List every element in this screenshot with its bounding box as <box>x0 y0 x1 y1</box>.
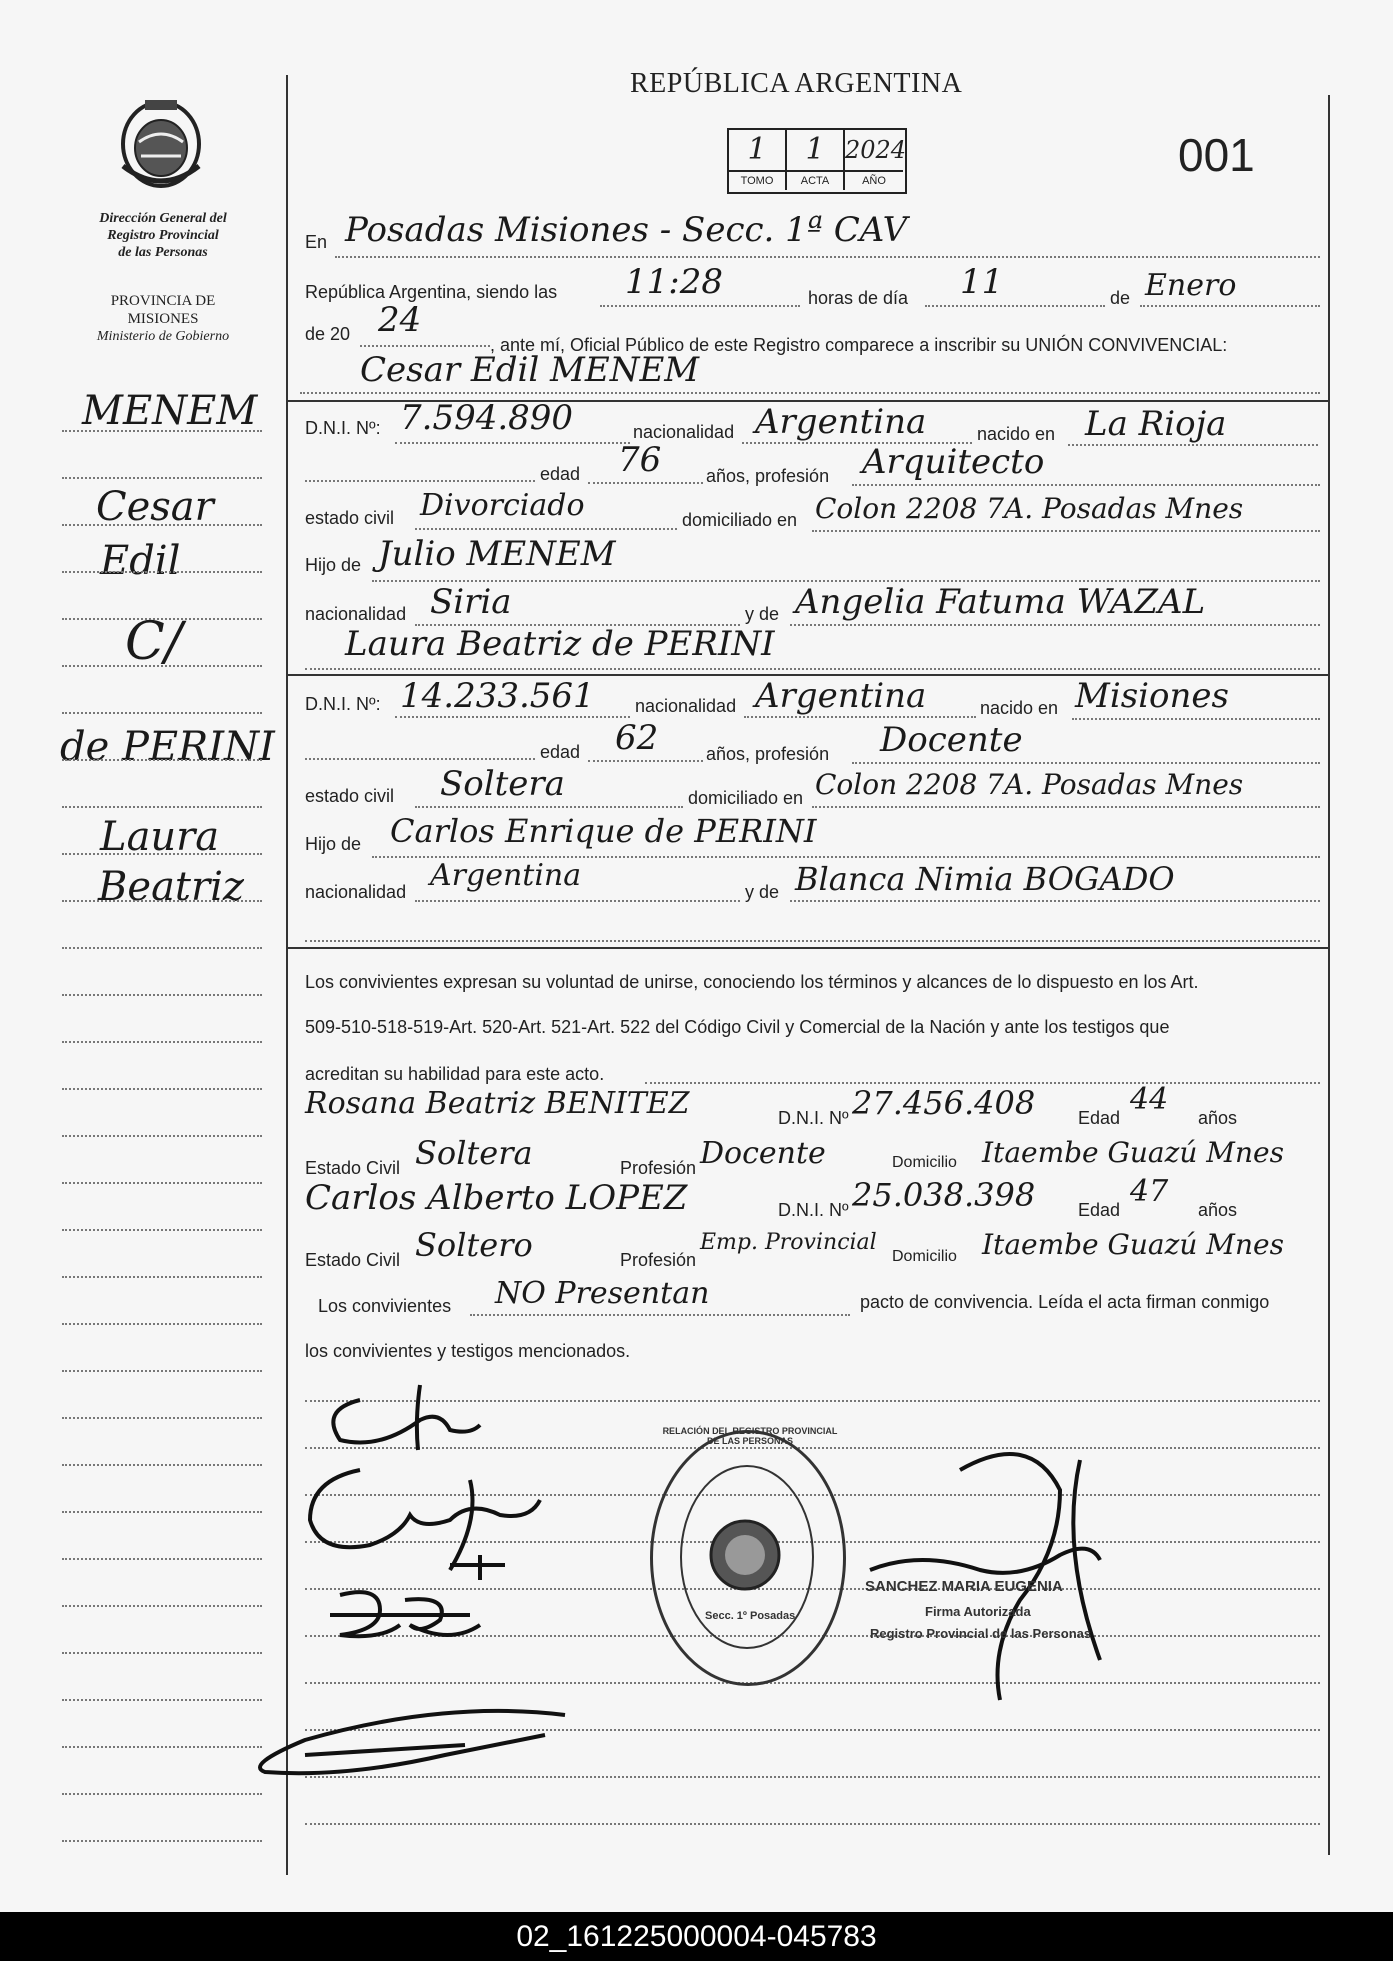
sidebar-rule <box>62 853 262 855</box>
section-divider <box>286 947 1330 949</box>
w1-prof-label: Profesión <box>620 1158 697 1178</box>
p1-dni-label: D.N.I. Nº: <box>305 418 381 438</box>
p2-hijo-label: Hijo de <box>305 834 362 854</box>
coat-of-arms-icon <box>115 96 207 192</box>
sidebar-surname-1: MENEM <box>82 388 258 434</box>
p2-edad-label: edad <box>540 742 581 762</box>
p2-prof-label: años, profesión <box>706 744 830 764</box>
p1-edad: 76 <box>618 440 662 480</box>
sidebar-rule <box>62 571 262 573</box>
tomo-label: TOMO <box>729 170 787 190</box>
sidebar-firstname-1: Cesar <box>96 484 214 530</box>
p2-padre-nac: Argentina <box>430 858 582 893</box>
dotline <box>1068 444 1318 446</box>
dotline <box>790 624 1320 626</box>
sidebar-rule <box>62 947 262 949</box>
officer-signature-icon <box>860 1430 1140 1710</box>
w2-edad: 47 <box>1130 1174 1169 1209</box>
sidebar-rule <box>62 1840 262 1842</box>
sidebar-rule <box>62 1464 262 1466</box>
w2-dni-label: D.N.I. Nº <box>778 1200 849 1220</box>
tomo-value: 1 <box>729 130 787 170</box>
dotline <box>790 900 1320 902</box>
p1-civil-label: estado civil <box>305 508 395 528</box>
acta-label: ACTA <box>787 170 845 190</box>
body-line-1: Los convivientes expresan su voluntad de unirse, conociendo los términos y alcances de lo dispuesto en los Art. <box>305 972 1199 992</box>
sidebar-surname-2: de PERINI <box>60 724 275 770</box>
w1-anios-label: años <box>1198 1108 1238 1128</box>
p1-nac-label: nacionalidad <box>633 422 735 442</box>
sidebar-rule <box>62 1323 262 1325</box>
signature-rule <box>305 1823 1320 1825</box>
p2-yde-label: y de <box>745 882 780 902</box>
sidebar-rule <box>62 1511 262 1513</box>
sidebar-rule <box>62 806 262 808</box>
p1-prof-label: años, profesión <box>706 466 830 486</box>
p2-dni: 14.233.561 <box>400 676 595 716</box>
p1-madre: Angelia Fatuma WAZAL <box>795 582 1206 622</box>
person2-name: Laura Beatriz de PERINI <box>345 624 775 664</box>
place-value: Posadas Misiones - Secc. 1ª CAV <box>345 210 908 250</box>
org-name: Dirección General del Registro Provincial de las Personas <box>99 211 227 260</box>
left-margin-line <box>286 75 288 1875</box>
w1-dni-label: D.N.I. Nº <box>778 1108 849 1128</box>
dotline <box>305 940 1320 942</box>
closing-pacto: NO Presentan <box>495 1276 710 1311</box>
dotline <box>588 760 703 762</box>
w1-dom-label: Domicilio <box>892 1154 957 1171</box>
time-value: 11:28 <box>625 262 723 302</box>
dotline <box>925 305 1105 307</box>
anio-value: 2024 <box>845 136 907 164</box>
sidebar-rule <box>62 430 262 432</box>
right-margin-line <box>1328 95 1330 1855</box>
sidebar-rule <box>62 1793 262 1795</box>
sidebar-rule <box>62 618 262 620</box>
p2-nac-label: nacionalidad <box>635 696 737 716</box>
year-prefix: de 20 <box>305 324 351 344</box>
dotline <box>415 806 683 808</box>
p2-dni-label: D.N.I. Nº: <box>305 694 381 714</box>
p1-edad-label: edad <box>540 464 581 484</box>
en-label: En <box>305 232 328 252</box>
country-title: REPÚBLICA ARGENTINA <box>630 68 963 99</box>
sidebar-firstname-2: Laura <box>100 814 220 860</box>
dotline <box>415 900 740 902</box>
p2-padre: Carlos Enrique de PERINI <box>390 812 817 850</box>
dotline <box>600 305 800 307</box>
closing-pacto-text: pacto de convivencia. Leída el acta firman conmigo <box>860 1292 1270 1312</box>
p2-edad: 62 <box>615 718 659 758</box>
w2-dni: 25.038.398 <box>852 1176 1036 1214</box>
dotline <box>360 345 490 347</box>
sidebar-rule <box>62 1370 262 1372</box>
sidebar-rule <box>62 712 262 714</box>
p2-madre: Blanca Nimia BOGADO <box>795 860 1175 898</box>
dotline <box>1140 305 1320 307</box>
horas-label: horas de día <box>808 288 909 308</box>
sidebar-rule <box>62 477 262 479</box>
w1-civil-label: Estado Civil <box>305 1158 401 1178</box>
dotline <box>852 484 1320 486</box>
sidebar-rule <box>62 1088 262 1090</box>
sidebar-rule <box>62 1746 262 1748</box>
officer-office: Registro Provincial de las Personas <box>870 1626 1092 1641</box>
dotline <box>305 668 1320 670</box>
p1-padre-nac: Siria <box>430 582 512 622</box>
w2-estado-civil: Soltero <box>415 1226 533 1264</box>
sidebar-rule <box>62 1652 262 1654</box>
dotline <box>852 762 1320 764</box>
dotline <box>335 256 1320 258</box>
dotline <box>415 528 677 530</box>
w2-profesion: Emp. Provincial <box>700 1230 877 1255</box>
p1-nac2-label: nacionalidad <box>305 604 407 624</box>
sidebar-rule <box>62 1605 262 1607</box>
sidebar-rule <box>62 1041 262 1043</box>
p1-padre: Julio MENEM <box>378 534 616 574</box>
body-line-3: acreditan su habilidad para este acto. <box>305 1064 605 1084</box>
seal-ring-text: RELACIÓN DEL REGISTRO PROVINCIAL DE LAS PERSONAS <box>662 1426 838 1446</box>
ante-text: , ante mí, Oficial Público de este Registro comparece a inscribir su UNIÓN CONVIVENCIAL: <box>490 335 1228 355</box>
w1-edad-label: Edad <box>1078 1108 1121 1128</box>
w2-civil-label: Estado Civil <box>305 1250 401 1270</box>
sidebar-rule <box>62 1558 262 1560</box>
dotline <box>395 442 630 444</box>
p1-dom-label: domiciliado en <box>682 510 798 530</box>
signature-1-icon <box>300 1380 500 1460</box>
w1-domicilio: Itaembe Guazú Mnes <box>982 1136 1284 1169</box>
sidebar-secondname-1: Edil <box>100 538 181 584</box>
p2-profesion: Docente <box>880 720 1023 760</box>
dotline <box>395 716 630 718</box>
act-number: 001 <box>1178 129 1255 181</box>
w2-prof-label: Profesión <box>620 1250 697 1270</box>
sidebar-rule <box>62 1229 262 1231</box>
p1-nacido-en: La Rioja <box>1085 404 1227 444</box>
registro-box <box>727 128 907 194</box>
w2-domicilio: Itaembe Guazú Mnes <box>982 1228 1284 1261</box>
sidebar-rule <box>62 994 262 996</box>
sidebar-rule <box>62 665 262 667</box>
sidebar-rule <box>62 524 262 526</box>
acta-value: 1 <box>787 130 845 170</box>
day-value: 11 <box>960 262 1004 302</box>
sidebar-rule <box>62 1699 262 1701</box>
province-name: PROVINCIA DE MISIONES Ministerio de Gobierno <box>96 293 230 344</box>
dotline <box>305 480 535 482</box>
p1-yde-label: y de <box>745 604 780 624</box>
dotline <box>470 1314 850 1316</box>
w2-name: Carlos Alberto LOPEZ <box>305 1178 688 1218</box>
dotline <box>744 716 976 718</box>
sidebar-secondname-2: Beatriz <box>98 864 244 910</box>
closing-conv-label: Los convivientes <box>318 1296 452 1316</box>
sidebar-rule <box>62 759 262 761</box>
p2-nac2-label: nacionalidad <box>305 882 407 902</box>
p2-nacido-label: nacido en <box>980 698 1059 718</box>
p1-domicilio: Colon 2208 7A. Posadas Mnes <box>815 492 1244 525</box>
de-label: de <box>1110 288 1131 308</box>
document-code: 02_161225000004-045783 <box>0 1912 1393 1961</box>
w2-edad-label: Edad <box>1078 1200 1121 1220</box>
signature-4-icon <box>245 1700 575 1780</box>
p2-nacido-en: Misiones <box>1075 676 1229 716</box>
p1-profesion: Arquitecto <box>862 442 1045 482</box>
signature-2-icon <box>300 1460 560 1580</box>
w1-edad: 44 <box>1130 1082 1169 1117</box>
year-suffix: 24 <box>378 300 422 340</box>
month-value: Enero <box>1145 268 1237 303</box>
dotline <box>812 806 1320 808</box>
w2-dom-label: Domicilio <box>892 1248 957 1265</box>
sidebar-rule <box>62 1135 262 1137</box>
w1-estado-civil: Soltera <box>415 1134 533 1172</box>
p1-dni: 7.594.890 <box>400 398 574 438</box>
sidebar-rule <box>62 1417 262 1419</box>
closing-last-line: los convivientes y testigos mencionados. <box>305 1341 631 1361</box>
p2-estado-civil: Soltera <box>440 764 565 804</box>
siendo-label: República Argentina, siendo las <box>305 282 558 302</box>
officer-name: SANCHEZ MARIA EUGENIA <box>865 1578 1063 1595</box>
dotline <box>305 758 535 760</box>
sidebar-conjunction: C/ <box>125 612 183 672</box>
w2-anios-label: años <box>1198 1200 1238 1220</box>
person1-name: Cesar Edil MENEM <box>360 350 700 390</box>
p2-dom-label: domiciliado en <box>688 788 804 808</box>
officer-role: Firma Autorizada <box>925 1604 1031 1619</box>
w1-name: Rosana Beatriz BENITEZ <box>305 1086 690 1121</box>
signature-3-icon <box>320 1585 490 1645</box>
signature-rule <box>305 1682 1320 1684</box>
p1-estado-civil: Divorciado <box>420 488 585 523</box>
p2-nacionalidad: Argentina <box>755 676 927 716</box>
p2-civil-label: estado civil <box>305 786 395 806</box>
anio-label: AÑO <box>845 170 903 190</box>
body-line-2: 509-510-518-519-Art. 520-Art. 521-Art. 522 del Código Civil y Comercial de la Nación y ante los testigos que <box>305 1017 1170 1037</box>
dotline <box>1072 718 1320 720</box>
p1-hijo-label: Hijo de <box>305 555 362 575</box>
dotline <box>812 530 1320 532</box>
seal-emblem-icon <box>705 1515 785 1595</box>
sidebar-rule <box>62 1182 262 1184</box>
p2-domicilio: Colon 2208 7A. Posadas Mnes <box>815 768 1244 801</box>
sidebar-rule <box>62 900 262 902</box>
p1-nacido-label: nacido en <box>977 424 1056 444</box>
w1-dni: 27.456.408 <box>852 1084 1036 1122</box>
dotline <box>588 482 703 484</box>
seal-inner-text: Secc. 1º Posadas <box>705 1610 796 1622</box>
dotline <box>300 392 1320 394</box>
w1-profesion: Docente <box>700 1136 826 1171</box>
p1-nacionalidad: Argentina <box>755 402 927 442</box>
sidebar-rule <box>62 1276 262 1278</box>
